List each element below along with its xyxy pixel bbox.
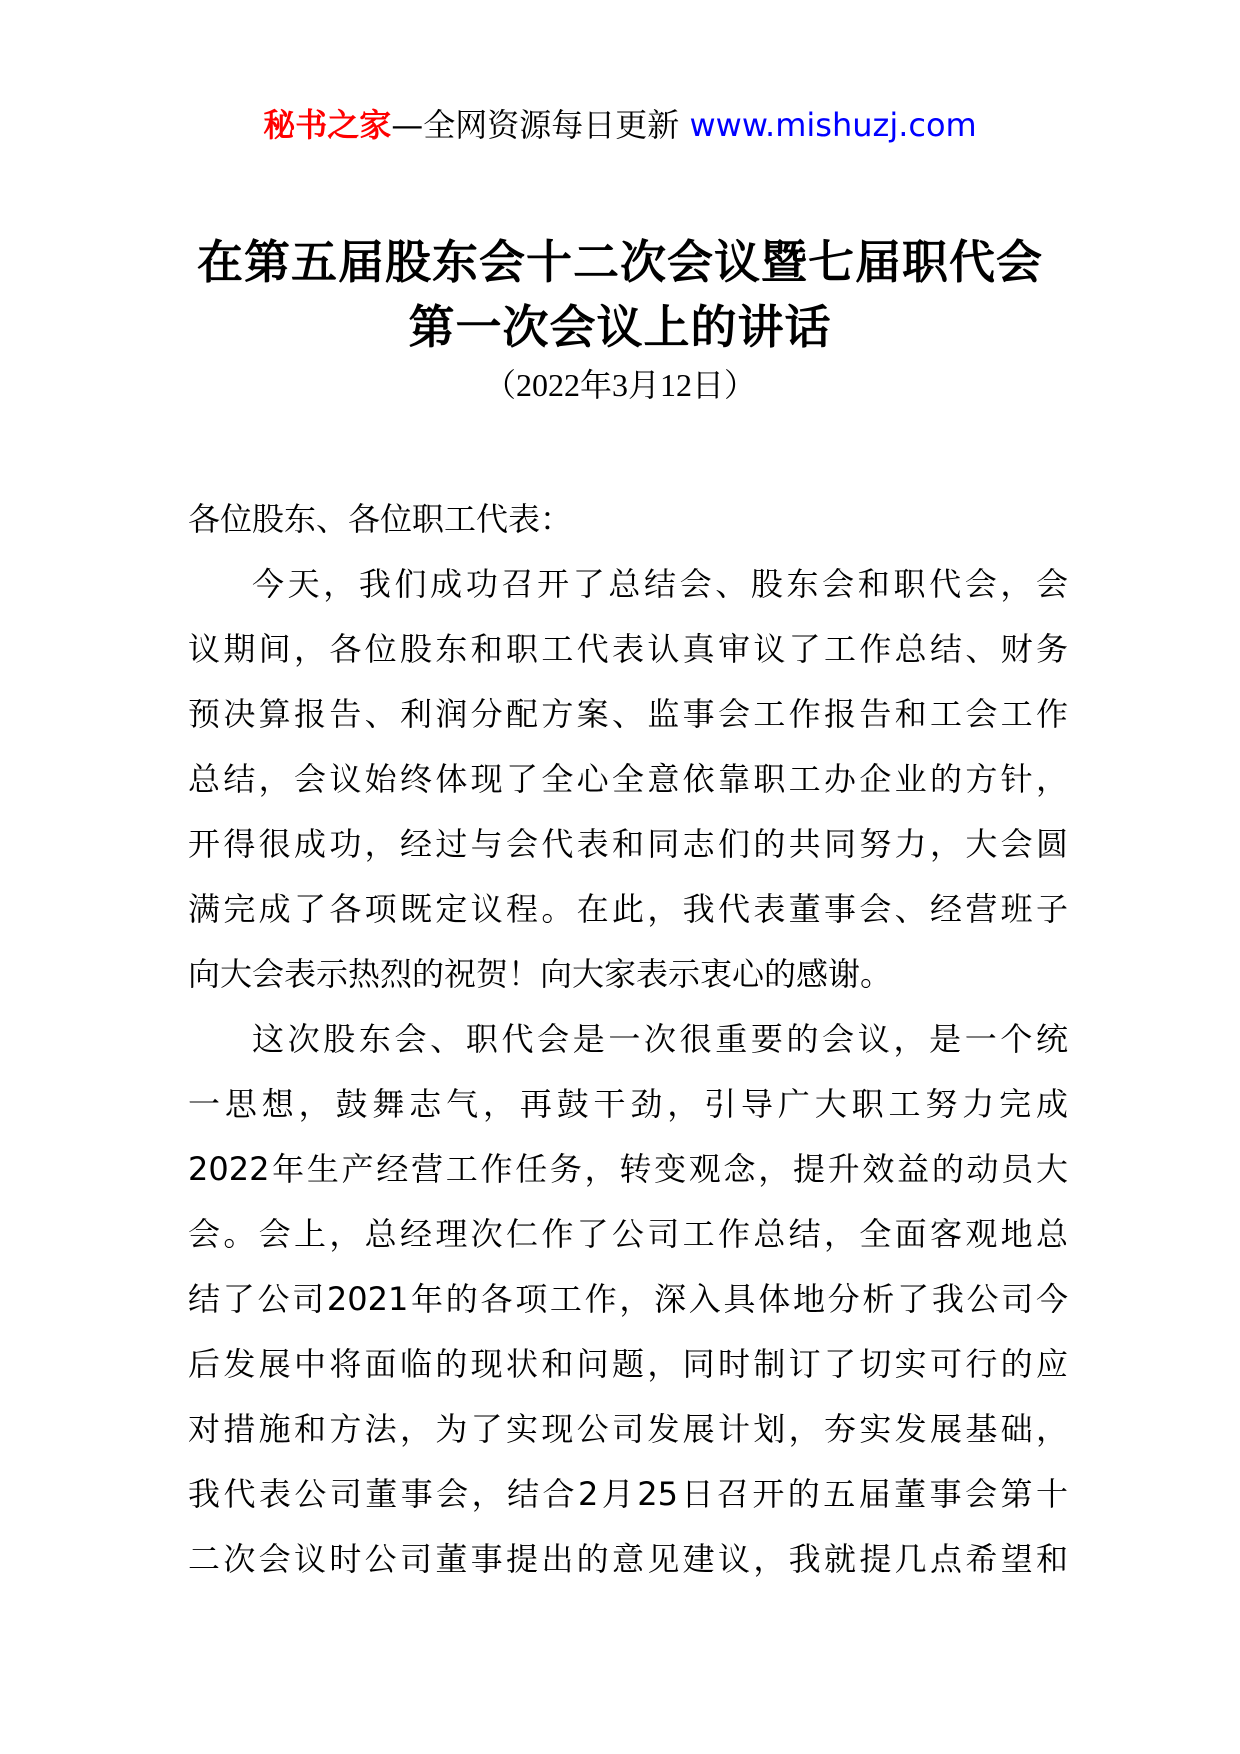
- paragraph-line: 议期间，各位股东和职工代表认真审议了工作总结、财务: [188, 630, 1068, 668]
- paragraph-line: 结了公司2021年的各项工作，深入具体地分析了我公司今: [188, 1280, 1068, 1318]
- paragraph-line: 会。会上，总经理次仁作了公司工作总结，全面客观地总: [188, 1215, 1068, 1253]
- paragraph-2: [188, 1007, 1068, 1592]
- salutation: 各位股东、各位职工代表：: [188, 500, 573, 538]
- site-brand: 秘书之家: [263, 106, 392, 144]
- paragraph-line: 二次会议时公司董事提出的意见建议，我就提几点希望和: [188, 1540, 1068, 1578]
- paragraph-line: 对措施和方法，为了实现公司发展计划，夯实发展基础，: [188, 1410, 1068, 1448]
- site-tagline: —全网资源每日更新: [391, 106, 690, 144]
- speech-date: （2022年3月12日）: [483, 367, 756, 403]
- paragraph-line: 总结，会议始终体现了全心全意依靠职工办企业的方针，: [188, 760, 1068, 798]
- paragraph-line: 一思想，鼓舞志气，再鼓干劲，引导广大职工努力完成: [188, 1085, 1068, 1123]
- paragraph-line: 开得很成功，经过与会代表和同志们的共同努力，大会圆: [188, 825, 1068, 863]
- paragraph-1: [188, 552, 1068, 1007]
- paragraph-line: 我代表公司董事会，结合2月25日召开的五届董事会第十: [188, 1475, 1068, 1513]
- paragraph-line: 向大会表示热烈的祝贺！向大家表示衷心的感谢。: [188, 955, 893, 993]
- site-header: [0, 100, 1240, 150]
- paragraph-line: 预决算报告、利润分配方案、监事会工作报告和工会工作: [188, 695, 1068, 733]
- document-title-line-1: 在第五届股东会十二次会议暨七届职代会: [197, 235, 1043, 289]
- paragraph-line: 满完成了各项既定议程。在此，我代表董事会、经营班子: [188, 890, 1068, 928]
- paragraph-line: 后发展中将面临的现状和问题，同时制订了切实可行的应: [188, 1345, 1068, 1383]
- paragraph-line: 这次股东会、职代会是一次很重要的会议，是一个统: [252, 1020, 1068, 1058]
- paragraph-line: 2022年生产经营工作任务，转变观念，提升效益的动员大: [188, 1150, 1068, 1188]
- paragraph-line: 今天，我们成功召开了总结会、股东会和职代会，会: [252, 565, 1068, 603]
- speech-body: [188, 487, 1068, 1592]
- document-title-line-2: 第一次会议上的讲话: [408, 300, 832, 354]
- site-url-link[interactable]: www.mishuzj.com: [689, 106, 977, 144]
